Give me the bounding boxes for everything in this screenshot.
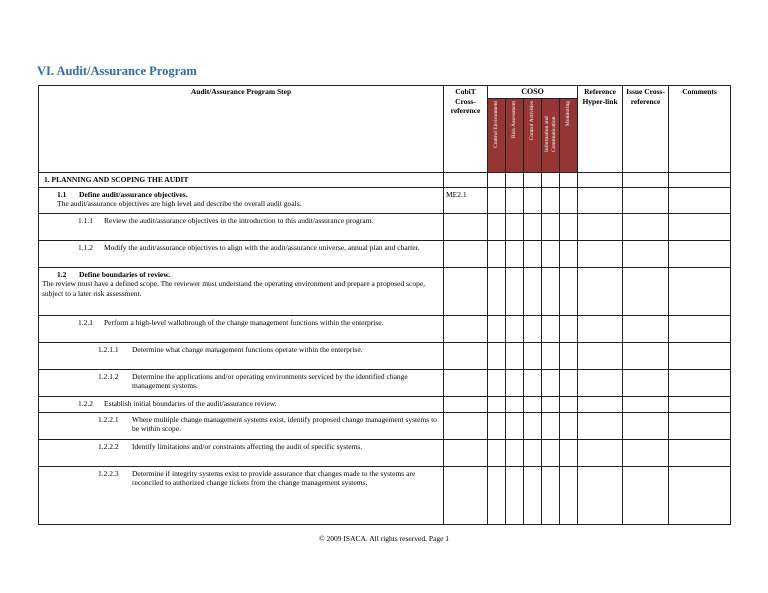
step-cell (39, 466, 444, 524)
cobit-cell (444, 172, 488, 187)
coso-cell (488, 172, 506, 187)
reference-cell (578, 315, 623, 342)
step-number: 1.2.2.3 (98, 468, 119, 478)
table-row (39, 315, 731, 342)
coso-cell (524, 369, 542, 396)
reference-cell (578, 466, 623, 524)
coso-cell (506, 396, 524, 412)
table-row (39, 412, 731, 439)
coso-cell (542, 396, 560, 412)
col-header-coso: COSO (488, 86, 578, 99)
reference-cell (578, 187, 623, 213)
coso-column-label: Risk Assessment (511, 101, 517, 139)
step-cell (39, 439, 444, 466)
comments-cell (669, 172, 731, 187)
step-number: 1.1.1 (78, 215, 93, 225)
coso-cell (488, 466, 506, 524)
step-text: Identify limitations and/or constraints affecting the audit of specific systems. (132, 441, 363, 451)
step-number: 1.1.2 (78, 242, 93, 252)
reference-cell (578, 342, 623, 369)
comments-cell (669, 213, 731, 240)
table-body (39, 172, 731, 524)
step-number: 1.2.1.1 (98, 344, 119, 354)
cobit-cell (444, 342, 488, 369)
step-cell (39, 240, 444, 267)
coso-cell (488, 240, 506, 267)
step-text: Review the audit/assurance objectives in the introduction to this audit/assurance program. (104, 215, 374, 225)
coso-cell (524, 466, 542, 524)
coso-column-monitoring (560, 99, 578, 173)
table-row (39, 172, 731, 187)
step-number: 1.2 (57, 269, 67, 279)
reference-cell (578, 240, 623, 267)
cobit-cell (444, 396, 488, 412)
coso-cell (524, 396, 542, 412)
coso-cell (542, 369, 560, 396)
table-row (39, 213, 731, 240)
table-row (39, 342, 731, 369)
coso-column-information-and-communication (542, 99, 560, 173)
step-cell (39, 396, 444, 412)
step-text: Define boundaries of review. (79, 269, 171, 279)
step-cell (39, 342, 444, 369)
step-number: 1.1 (57, 189, 67, 199)
table-header (39, 86, 731, 173)
coso-cell (560, 315, 578, 342)
step-text: Modify the audit/assurance objectives to align with the audit/assurance universe, annual plan and charter. (104, 242, 420, 252)
cobit-cell: ME2.1 (444, 187, 488, 213)
coso-cell (506, 172, 524, 187)
comments-cell (669, 187, 731, 213)
step-text: Determine what change management functions operate within the enterprise. (132, 344, 363, 354)
comments-cell (669, 396, 731, 412)
step-number: 1.2.1.2 (98, 371, 119, 381)
step-cell (39, 315, 444, 342)
coso-cell (542, 267, 560, 315)
comments-cell (669, 369, 731, 396)
reference-cell (578, 172, 623, 187)
coso-column-control-environment (488, 99, 506, 173)
coso-cell (524, 172, 542, 187)
coso-cell (506, 369, 524, 396)
comments-cell (669, 412, 731, 439)
coso-cell (488, 213, 506, 240)
coso-cell (506, 267, 524, 315)
coso-cell (488, 342, 506, 369)
issue-cell (623, 213, 669, 240)
issue-cell (623, 187, 669, 213)
cobit-cell (444, 240, 488, 267)
cobit-cell (444, 412, 488, 439)
step-number: 1.2.2.1 (98, 414, 119, 424)
coso-cell (524, 412, 542, 439)
coso-cell (488, 187, 506, 213)
cobit-cell (444, 466, 488, 524)
col-header-cobit: CobiT Cross-reference (444, 86, 488, 173)
coso-column-label: Control Activities (529, 101, 535, 141)
coso-cell (524, 213, 542, 240)
comments-cell (669, 267, 731, 315)
step-number: 1.2.2.2 (98, 441, 119, 451)
coso-cell (542, 213, 560, 240)
comments-cell (669, 439, 731, 466)
coso-cell (560, 369, 578, 396)
table-row (39, 466, 731, 524)
coso-column-label: Monitoring (565, 101, 572, 127)
coso-cell (560, 213, 578, 240)
coso-cell (506, 342, 524, 369)
table-row (39, 187, 731, 213)
issue-cell (623, 412, 669, 439)
step-text: Establish initial boundaries of the audit/assurance review. (104, 398, 277, 408)
coso-cell (506, 466, 524, 524)
coso-cell (560, 466, 578, 524)
coso-cell (524, 267, 542, 315)
comments-cell (669, 466, 731, 524)
reference-cell (578, 396, 623, 412)
page-title: VI. Audit/Assurance Program (37, 64, 197, 78)
coso-cell (488, 412, 506, 439)
table-row (39, 369, 731, 396)
coso-cell (488, 267, 506, 315)
coso-cell (506, 213, 524, 240)
step-text: Determine the applications and/or operating environments serviced by the identified change management systems. (132, 371, 408, 390)
coso-cell (560, 187, 578, 213)
coso-column-risk-assessment (506, 99, 524, 173)
step-text: Where multiple change management systems exist, identify proposed change management systems to be within scope. (132, 414, 437, 433)
col-header-issue: Issue Cross-reference (623, 86, 669, 173)
step-cell (39, 412, 444, 439)
issue-cell (623, 240, 669, 267)
issue-cell (623, 439, 669, 466)
step-number: 1.2.2 (78, 398, 93, 408)
coso-cell (524, 240, 542, 267)
step-text: Determine if integrity systems exist to provide assurance that changes made to the systems are reconciled to authorized change tickets from the change management systems. (132, 468, 416, 487)
cobit-cell (444, 315, 488, 342)
issue-cell (623, 466, 669, 524)
coso-cell (560, 267, 578, 315)
coso-cell (488, 315, 506, 342)
step-cell (39, 187, 444, 213)
coso-cell (488, 369, 506, 396)
step-text: Define audit/assurance objectives. (79, 189, 188, 199)
coso-cell (506, 240, 524, 267)
cobit-cell (444, 213, 488, 240)
coso-column-label: Information and Communication (543, 116, 557, 152)
coso-cell (542, 240, 560, 267)
reference-cell (578, 439, 623, 466)
coso-column-control-activities (524, 99, 542, 173)
step-description: The review must have a defined scope. The reviewer must understand the operating environment and prepare a proposed scope, subject to a later risk assessment. (42, 279, 426, 298)
coso-cell (560, 439, 578, 466)
issue-cell (623, 369, 669, 396)
audit-program-table (38, 85, 731, 525)
coso-cell (560, 396, 578, 412)
issue-cell (623, 315, 669, 342)
section-heading: 1. PLANNING AND SCOPING THE AUDIT (44, 174, 189, 184)
issue-cell (623, 396, 669, 412)
comments-cell (669, 342, 731, 369)
issue-cell (623, 267, 669, 315)
step-cell (39, 172, 444, 187)
coso-cell (506, 315, 524, 342)
coso-cell (560, 172, 578, 187)
cobit-cell (444, 439, 488, 466)
col-header-step: Audit/Assurance Program Step (39, 86, 444, 173)
cobit-cell (444, 369, 488, 396)
coso-cell (542, 342, 560, 369)
coso-cell (542, 172, 560, 187)
table-row (39, 240, 731, 267)
coso-cell (542, 412, 560, 439)
coso-cell (560, 240, 578, 267)
col-header-comments: Comments (669, 86, 731, 173)
coso-cell (542, 466, 560, 524)
step-text: Perform a high-level walkthrough of the change management functions within the enterprise. (104, 317, 384, 327)
issue-cell (623, 342, 669, 369)
step-number: 1.2.1 (78, 317, 93, 327)
coso-cell (506, 412, 524, 439)
step-description: The audit/assurance objectives are high level and describe the overall audit goals. (57, 199, 302, 208)
reference-cell (578, 213, 623, 240)
coso-cell (524, 315, 542, 342)
coso-column-label: Control Environment (493, 101, 499, 148)
coso-cell (524, 187, 542, 213)
coso-cell (524, 342, 542, 369)
cobit-cell (444, 267, 488, 315)
coso-cell (506, 187, 524, 213)
step-cell (39, 213, 444, 240)
step-cell (39, 369, 444, 396)
table-row (39, 396, 731, 412)
comments-cell (669, 240, 731, 267)
coso-cell (488, 439, 506, 466)
reference-cell (578, 267, 623, 315)
coso-cell (560, 342, 578, 369)
table-row (39, 439, 731, 466)
coso-cell (506, 439, 524, 466)
coso-cell (542, 439, 560, 466)
coso-cell (524, 439, 542, 466)
comments-cell (669, 315, 731, 342)
page-footer: © 2009 ISACA. All rights reserved. Page 1 (318, 534, 450, 543)
step-cell (39, 267, 444, 315)
reference-cell (578, 369, 623, 396)
coso-cell (560, 412, 578, 439)
table-row (39, 267, 731, 315)
coso-cell (488, 396, 506, 412)
issue-cell (623, 172, 669, 187)
coso-cell (542, 187, 560, 213)
coso-cell (542, 315, 560, 342)
reference-cell (578, 412, 623, 439)
col-header-reference: Reference Hyper-link (578, 86, 623, 173)
